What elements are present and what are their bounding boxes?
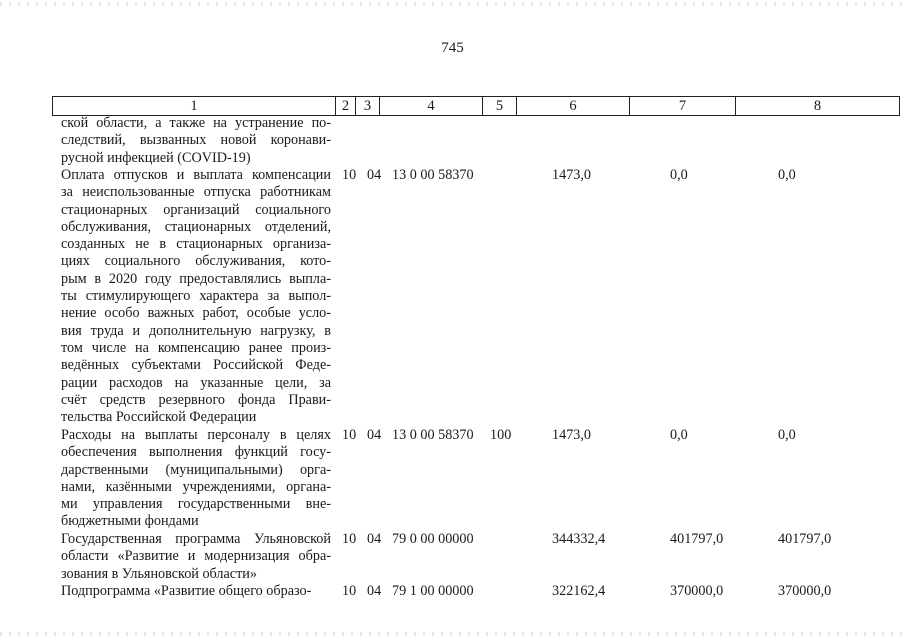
desc-line: рации расходов на указанные цели, за (61, 374, 331, 391)
amount-col-6: 1473,0 (552, 167, 592, 183)
row-description (61, 167, 331, 426)
desc-line: тельства Российской Федерации (61, 409, 257, 426)
subsection-code: 04 (367, 583, 382, 599)
header-col-1: 1 (52, 97, 336, 115)
desc-line: том числе на компенсацию ранее произ- (61, 339, 331, 356)
desc-line: за неиспользованные отпуска работникам (61, 184, 331, 201)
desc-line: обеспечения выполнения функций госу- (61, 444, 331, 461)
desc-line: нение особо важных работ, особые усло- (61, 305, 331, 322)
amount-col-7: 401797,0 (670, 531, 724, 547)
desc-line: созданных не в стационарных организа- (61, 236, 331, 253)
header-col-3: 3 (356, 97, 380, 115)
target-article-code: 13 0 00 58370 (392, 167, 474, 183)
desc-line: следствий, вызванных новой коронави- (61, 132, 331, 149)
header-col-8: 8 (736, 97, 900, 115)
desc-line: ми управления государственными вне- (61, 496, 331, 513)
desc-line: Расходы на выплаты персоналу в целях (61, 427, 331, 443)
desc-line: обслуживания, стационарных отделений, (61, 218, 331, 235)
amount-col-8: 0,0 (778, 167, 796, 183)
row-description (61, 531, 331, 583)
section-code: 10 (342, 583, 357, 599)
desc-line: ведённых субъектами Российской Феде- (61, 357, 331, 374)
amount-col-8: 370000,0 (778, 583, 832, 599)
target-article-code: 79 1 00 00000 (392, 583, 474, 599)
subsection-code: 04 (367, 167, 382, 183)
header-col-7: 7 (630, 97, 736, 115)
desc-line: ты стимулирующего характера за выпол- (61, 288, 331, 305)
amount-col-7: 0,0 (670, 167, 688, 183)
expense-type-code: 100 (490, 427, 512, 443)
amount-col-6: 1473,0 (552, 427, 592, 443)
table-header (52, 96, 900, 116)
amount-col-7: 0,0 (670, 427, 688, 443)
amount-col-7: 370000,0 (670, 583, 724, 599)
desc-line: счёт средств резервного фонда Прави- (61, 391, 331, 408)
desc-line: нами, казёнными учреждениями, органа- (61, 478, 331, 495)
desc-line: вия труда и дополнительную нагрузку, в (61, 322, 331, 339)
amount-col-6: 344332,4 (552, 531, 606, 547)
desc-line: дарственными (муниципальными) орга- (61, 461, 331, 478)
page-number: 745 (441, 40, 464, 56)
desc-line: русной инфекцией (COVID-19) (61, 149, 251, 166)
subsection-code: 04 (367, 427, 382, 443)
desc-line: рым в 2020 году предоставлялись выпла- (61, 270, 331, 287)
desc-line: стационарных организаций социального (61, 201, 331, 218)
row-description (61, 115, 331, 167)
desc-line: бюджетными фондами (61, 513, 199, 530)
desc-line: области «Развитие и модернизация обра- (61, 548, 331, 565)
target-article-code: 13 0 00 58370 (392, 427, 474, 443)
row-description (61, 427, 331, 531)
amount-col-6: 322162,4 (552, 583, 606, 599)
row-description (61, 583, 331, 600)
desc-line: Оплата отпусков и выплата компенсации (61, 167, 331, 183)
desc-line: Государственная программа Ульяновской (61, 531, 331, 547)
amount-col-8: 401797,0 (778, 531, 832, 547)
section-code: 10 (342, 167, 357, 183)
scan-noise-top (0, 2, 905, 6)
desc-line: Подпрограмма «Развитие общего образо- (61, 583, 312, 599)
section-code: 10 (342, 531, 357, 547)
section-code: 10 (342, 427, 357, 443)
desc-line: зования в Ульяновской области» (61, 565, 257, 582)
subsection-code: 04 (367, 531, 382, 547)
desc-line: ской области, а также на устранение по- (61, 115, 331, 131)
header-col-2: 2 (336, 97, 356, 115)
target-article-code: 79 0 00 00000 (392, 531, 474, 547)
header-col-6: 6 (517, 97, 630, 115)
desc-line: циях социального обслуживания, кото- (61, 253, 331, 270)
header-col-4: 4 (380, 97, 483, 115)
amount-col-8: 0,0 (778, 427, 796, 443)
scan-noise-bottom (0, 632, 905, 636)
header-col-5: 5 (483, 97, 517, 115)
